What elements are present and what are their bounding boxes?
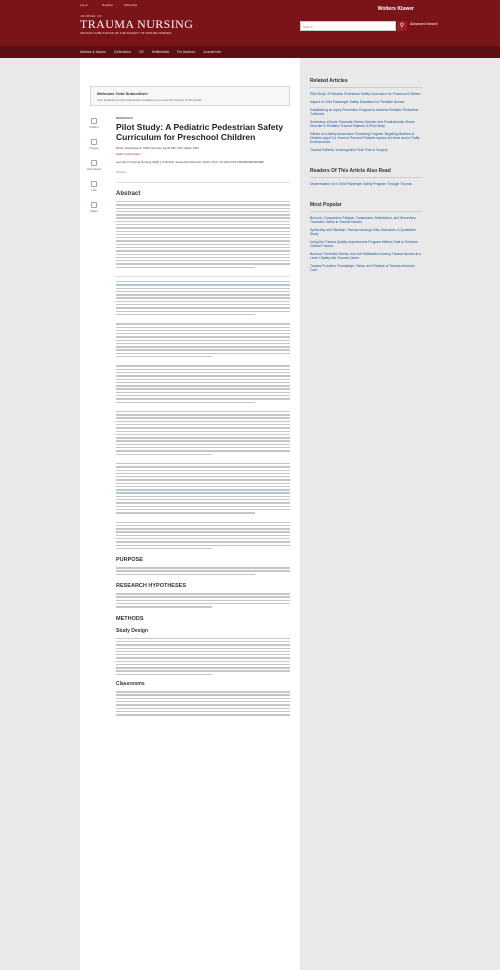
- journal-logo[interactable]: TRAUMA NURSING: [80, 17, 194, 31]
- body-paragraph: [116, 522, 290, 550]
- nav-for-authors[interactable]: For Authors: [176, 50, 195, 54]
- search-icon: ⚲: [399, 23, 405, 29]
- hypotheses-heading: RESEARCH HYPOTHESES: [116, 583, 186, 590]
- subscriber-notice: [90, 86, 290, 106]
- related-heading: Related Articles: [310, 78, 422, 88]
- cite-icon: [91, 181, 97, 187]
- register-link[interactable]: Register: [102, 3, 114, 7]
- tool-outline[interactable]: Outline: [84, 118, 104, 129]
- readers-also-read: [310, 168, 422, 186]
- readers-heading: Readers Of This Article Also Read: [310, 168, 422, 178]
- share-icon: [91, 202, 97, 208]
- readers-article-link[interactable]: Dissemination of a Child Passenger Safety Program Through Trauma...: [310, 182, 415, 186]
- body-paragraph: [116, 411, 290, 455]
- article-title: Pilot Study: A Pediatric Pedestrian Safety Curriculum for Preschool Children: [116, 122, 284, 142]
- journal-prefix: JOURNAL OF: [80, 14, 102, 18]
- study-design-body: [116, 638, 290, 675]
- nav-ce[interactable]: CE: [139, 50, 144, 54]
- purpose-heading: PURPOSE: [116, 557, 143, 564]
- purpose-body: [116, 567, 290, 575]
- popular-article-link[interactable]: Burnout, Perceived Stress, and Job Satisfaction Among Trauma Nurses at a Level I Safety-Net Trauma Center: [310, 252, 421, 260]
- classrooms-heading: Classrooms: [116, 681, 145, 688]
- related-article-link[interactable]: Effects of a Safety Awareness Promoting Program Targeting Mothers of Children Aged 0-6 Years to Prevent Pediatric Injuries at Home and in Traffic Environments: [310, 132, 420, 144]
- outline-icon: [91, 118, 97, 124]
- related-article-link[interactable]: Screening of Acute Traumatic Stress Disorder and Posttraumatic Stress Disorder in Pediatric Trauma Patients: A Pilot Study: [310, 120, 415, 128]
- methods-heading: METHODS: [116, 615, 144, 622]
- article-authors[interactable]: Rivas, Stephanie E. MSN; Dumas, Kayla MD, MS; Gillian PhD: [116, 146, 199, 150]
- related-article-link[interactable]: Impact of Child Passenger Safety Education for Pediatric Nurses: [310, 100, 405, 104]
- body-paragraph: [116, 463, 290, 514]
- sidebar: [310, 58, 422, 272]
- article-type: RESEARCH: [116, 116, 133, 120]
- abstract-body: [116, 201, 290, 268]
- advanced-search-link[interactable]: Advanced Search: [410, 22, 438, 26]
- article-metrics[interactable]: 0 Cited: [116, 170, 126, 174]
- journal-tagline: OFFICIAL PUBLICATION OF THE SOCIETY OF TRAUMA NURSES: [80, 31, 172, 35]
- article-citation: Journal of Trauma Nursing 25(5):p 315-320, September/October 2018. | DOI: 10.1097/JTN.0000000000000385: [116, 160, 264, 164]
- divider: [116, 182, 290, 183]
- notice-title: Welcome Ovid Subscriber!: [97, 91, 148, 96]
- main-nav: [0, 46, 500, 58]
- popular-heading: Most Popular: [310, 202, 422, 212]
- nav-collections[interactable]: Collections: [113, 50, 131, 54]
- images-icon: [91, 139, 97, 145]
- site-header: [0, 0, 500, 46]
- study-design-heading: Study Design: [116, 627, 148, 634]
- tool-share[interactable]: Share: [84, 202, 104, 213]
- login-link[interactable]: Log in: [80, 3, 89, 7]
- abstract-heading: Abstract: [116, 191, 141, 197]
- most-popular: [310, 202, 422, 272]
- body-paragraph: [116, 365, 290, 402]
- author-info-link[interactable]: Author Information: [116, 152, 141, 156]
- search-input[interactable]: Search: [300, 21, 396, 31]
- nav-articles-issues[interactable]: Articles & Issues: [80, 50, 106, 54]
- hypotheses-body: [116, 593, 290, 608]
- related-article-link[interactable]: Trauma Patients' Unrecognized Fear Prior to Surgery: [310, 148, 388, 152]
- nav-journal-info[interactable]: Journal Info: [202, 50, 222, 54]
- divider: [116, 276, 290, 277]
- notice-text: Your institution's Ovid subscription entitles you to view the full text of this article.: [97, 98, 203, 102]
- publisher-logo[interactable]: Wolters Kluwer: [377, 6, 414, 12]
- popular-article-link[interactable]: Spirituality and Situation: Trauma Nursing Crisis Outcomes: A Qualitative Study: [310, 228, 416, 236]
- tool-cite[interactable]: Cite: [84, 181, 104, 192]
- body-paragraph: [116, 281, 290, 315]
- related-article-link[interactable]: Establishing an Injury Prevention Program to Address Pediatric Pedestrian Collisions: [310, 108, 419, 116]
- tool-download[interactable]: Download: [84, 160, 104, 171]
- tool-images[interactable]: Images: [84, 139, 104, 150]
- body-paragraph: [116, 323, 290, 357]
- download-icon: [91, 160, 97, 166]
- search-button[interactable]: [397, 21, 407, 31]
- related-article-link[interactable]: Pilot Study: A Pediatric Pedestrian Safety Curriculum for Preschool Children: [310, 92, 421, 96]
- article-column: [80, 58, 300, 970]
- article-tools: [84, 118, 104, 223]
- nav-multimedia[interactable]: Multimedia: [151, 50, 169, 54]
- popular-article-link[interactable]: Trauma Providers' Knowledge, Views, and Practice of Trauma-Informed Care: [310, 264, 415, 272]
- popular-article-link[interactable]: Burnout, Compassion Fatigue, Compassion Satisfaction, and Secondary Traumatic Stress in Trauma Nurses: [310, 216, 416, 224]
- popular-article-link[interactable]: Using the Trauma Quality Improvement Program Metrics Data to Enhance Clinical Practice: [310, 240, 418, 248]
- subscribe-link[interactable]: Subscribe: [124, 3, 138, 7]
- related-articles: [310, 78, 422, 152]
- classrooms-body: [116, 691, 290, 715]
